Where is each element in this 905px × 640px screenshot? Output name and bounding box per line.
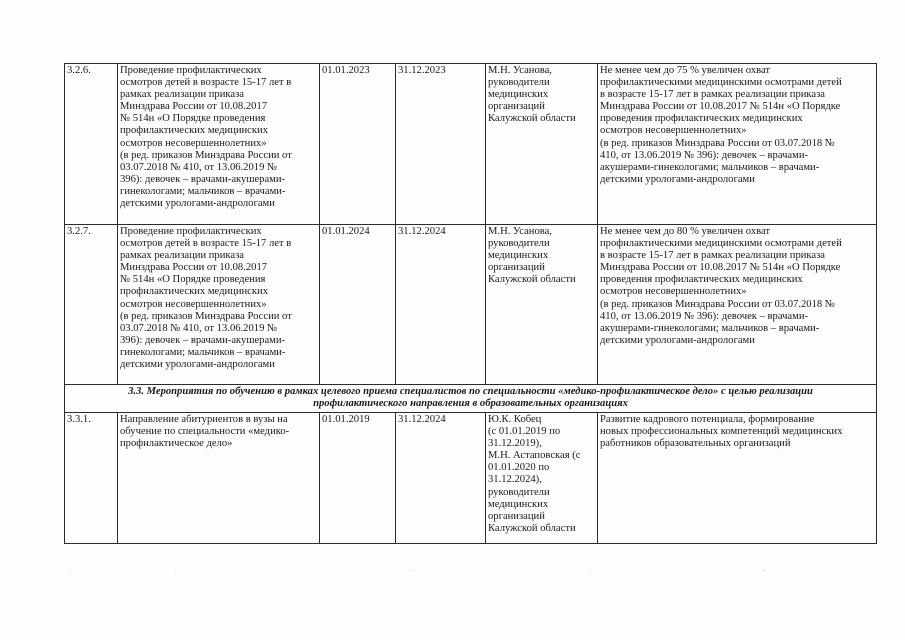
expected-result: Не менее чем до 80 % увеличен охват профилактическими медицинскими осмотрами детей в возрасте 15-17 лет в рамках реализации приказа Минздрава России от 10.08.2017 № 514н «О Порядке проведения профилактических медицинских осмотров несовершеннолетних» (в ред. приказов Минздрава России от 03.07.2018 № 410, от 13.06.2019 № 396): девочек – врачами- акушерами-гинекологами; мальчиков – врачами- детскими урологами-андрологами: [598, 225, 877, 385]
scan-noise: [0, 568, 905, 578]
scan-speck: · ·: [410, 568, 416, 575]
table-row: [65, 64, 877, 225]
section-heading: [65, 385, 877, 413]
start-date: 01.01.2023: [320, 64, 396, 225]
activity-name: Проведение профилактических осмотров детей в возрасте 15-17 лет в рамках реализации приказа Минздрава России от 10.08.2017 № 514н «О Порядке проведения профилактических медицинских осмотров несовершеннолетних» (в ред. приказов Минздрава России от 03.07.2018 № 410, от 13.06.2019 № 396): девочек – врачами-акушерами- гинекологами; мальчиков – врачами- детскими урологами-андрологами: [118, 64, 320, 225]
end-date: 31.12.2023: [396, 64, 486, 225]
scan-speck: ··: [762, 568, 766, 575]
table-row: [65, 225, 877, 385]
item-number: 3.3.1.: [65, 413, 118, 544]
activity-name: Направление абитуриентов в вузы на обучение по специальности «медико- профилактическое дело»: [118, 413, 320, 544]
scan-speck: ·: [590, 568, 592, 575]
scan-speck: ·: [175, 568, 177, 575]
responsible: М.Н. Усанова, руководители медицинских организаций Калужской области: [486, 225, 598, 385]
scan-speck: ·: [70, 568, 72, 575]
item-number: 3.2.7.: [65, 225, 118, 385]
start-date: 01.01.2019: [320, 413, 396, 544]
activity-name: Проведение профилактических осмотров детей в возрасте 15-17 лет в рамках реализации приказа Минздрава России от 10.08.2017 № 514н «О Порядке проведения профилактических медицинских осмотров несовершеннолетних» (в ред. приказов Минздрава России от 03.07.2018 № 410, от 13.06.2019 № 396): девочек – врачами-акушерами- гинекологами; мальчиков – врачами- детскими урологами-андрологами: [118, 225, 320, 385]
expected-result: Не менее чем до 75 % увеличен охват профилактическими медицинскими осмотрами детей в возрасте 15-17 лет в рамках реализации приказа Минздрава России от 10.08.2017 № 514н «О Порядке проведения профилактических медицинских осмотров несовершеннолетних» (в ред. приказов Минздрава России от 03.07.2018 № 410, от 13.06.2019 № 396): девочек – врачами- акушерами-гинекологами; мальчиков – врачами- детскими урологами-андрологами: [598, 64, 877, 225]
expected-result: Развитие кадрового потенциала, формирование новых профессиональных компетенций медицинских работников образовательных организаций: [598, 413, 877, 544]
end-date: 31.12.2024: [396, 413, 486, 544]
start-date: 01.01.2024: [320, 225, 396, 385]
plan-table: [64, 63, 877, 544]
table-row: [65, 413, 877, 544]
section-heading-line-2: профилактического направления в образовательных организациях: [313, 398, 628, 410]
responsible: Ю.К. Кобец (с 01.01.2019 по 31.12.2019), М.Н. Астаповская (с 01.01.2020 по 31.12.2024), руководители медицинских организаций Калужской области: [486, 413, 598, 544]
end-date: 31.12.2024: [396, 225, 486, 385]
item-number: 3.2.6.: [65, 64, 118, 225]
section-heading-line-1: 3.3. Мероприятия по обучению в рамках целевого приема специалистов по специальности «медико-профилактическое дело» с целью реализации: [128, 386, 813, 397]
responsible: М.Н. Усанова, руководители медицинских организаций Калужской области: [486, 64, 598, 225]
section-row: [65, 385, 877, 413]
